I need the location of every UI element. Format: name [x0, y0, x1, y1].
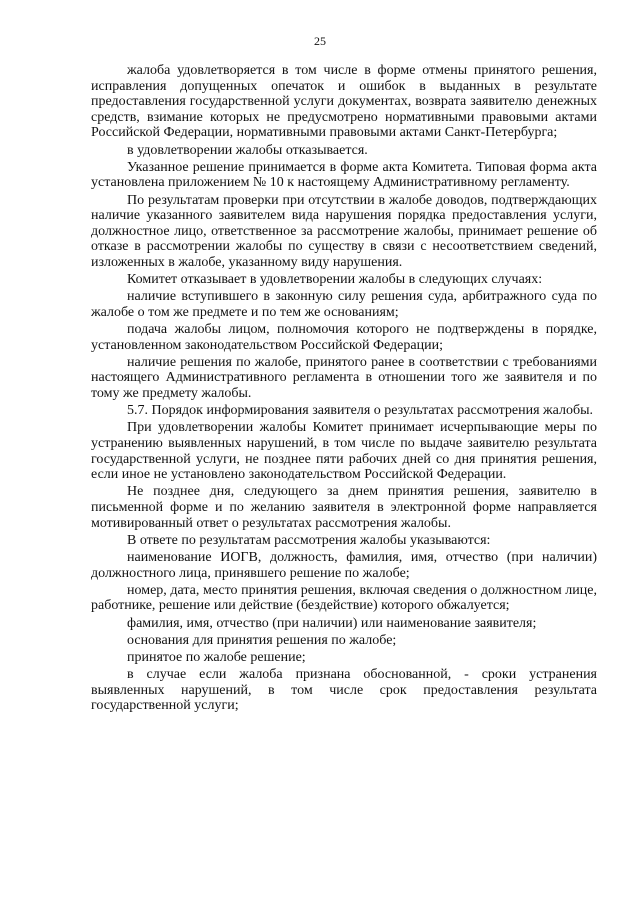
- paragraph: в удовлетворении жалобы отказывается.: [127, 142, 368, 158]
- paragraph: наличие вступившего в законную силу решения суда, арбитражного суда по жалобе о том же предмете и по тем же основаниям;: [91, 289, 597, 320]
- list-item: в случае если жалоба признана обоснованной, - сроки устранения выявленных нарушений, в том числе срок предоставления результата государственной услуги;: [91, 667, 597, 714]
- body-text: [91, 63, 597, 715]
- list-item: номер, дата, место принятия решения, включая сведения о должностном лице, работнике, решение или действие (бездействие) которого обжалуется;: [91, 582, 597, 614]
- paragraph: наличие решения по жалобе, принятого ранее в соответствии с требованиями настоящего Административного регламента в отношении того же заявителя и по тому же предмету жалобы.: [91, 354, 597, 402]
- list-item: фамилия, имя, отчество (при наличии) или наименование заявителя;: [127, 615, 537, 631]
- page-number: 25: [314, 34, 326, 48]
- paragraph: Комитет отказывает в удовлетворении жалобы в следующих случаях:: [127, 272, 543, 288]
- paragraph: При удовлетворении жалобы Комитет принимает исчерпывающие меры по устранению выявленных нарушений, в том числе по выдаче заявителю результата государственной услуги, не позднее пяти рабочих дней со дня принятия решения, если иное не установлено законодательством Российской Федерации.: [91, 420, 597, 483]
- paragraph: подача жалобы лицом, полномочия которого не подтверждены в порядке, установленном законодательством Российской Федерации;: [91, 322, 597, 353]
- list-item: наименование ИОГВ, должность, фамилия, имя, отчество (при наличии) должностного лица, принявшего решение по жалобе;: [91, 549, 597, 581]
- paragraph: В ответе по результатам рассмотрения жалобы указываются:: [127, 532, 491, 548]
- paragraph: жалоба удовлетворяется в том числе в форме отмены принятого решения, исправления допущенных опечаток и ошибок в выданных в результате предоставления государственной услуги документах, возврата заявителю денежных средств, взимание которых не предусмотрено нормативными правовыми актами Российской Федерации, нормативными правовыми актами Санкт-Петербурга;: [91, 63, 597, 141]
- section-heading: 5.7. Порядок информирования заявителя о результатах рассмотрения жалобы.: [127, 403, 594, 419]
- paragraph: По результатам проверки при отсутствии в жалобе доводов, подтверждающих наличие указанного заявителем вида нарушения порядка предоставления услуги, должностное лицо, ответственное за рассмотрение жалобы, принимает решение об отказе в рассмотрении жалобы по существу в связи с несоответствием сведений, изложенных в жалобе, указанному виду нарушения.: [91, 192, 597, 270]
- paragraph: Не позднее дня, следующего за днем принятия решения, заявителю в письменной форме и по желанию заявителя в электронной форме направляется мотивированный ответ о результатах рассмотрения жалобы.: [91, 484, 597, 531]
- list-item: основания для принятия решения по жалобе;: [127, 632, 397, 648]
- list-item: принятое по жалобе решение;: [127, 649, 306, 665]
- paragraph: Указанное решение принимается в форме акта Комитета. Типовая форма акта установлена приложением № 10 к настоящему Административному регламенту.: [91, 159, 597, 191]
